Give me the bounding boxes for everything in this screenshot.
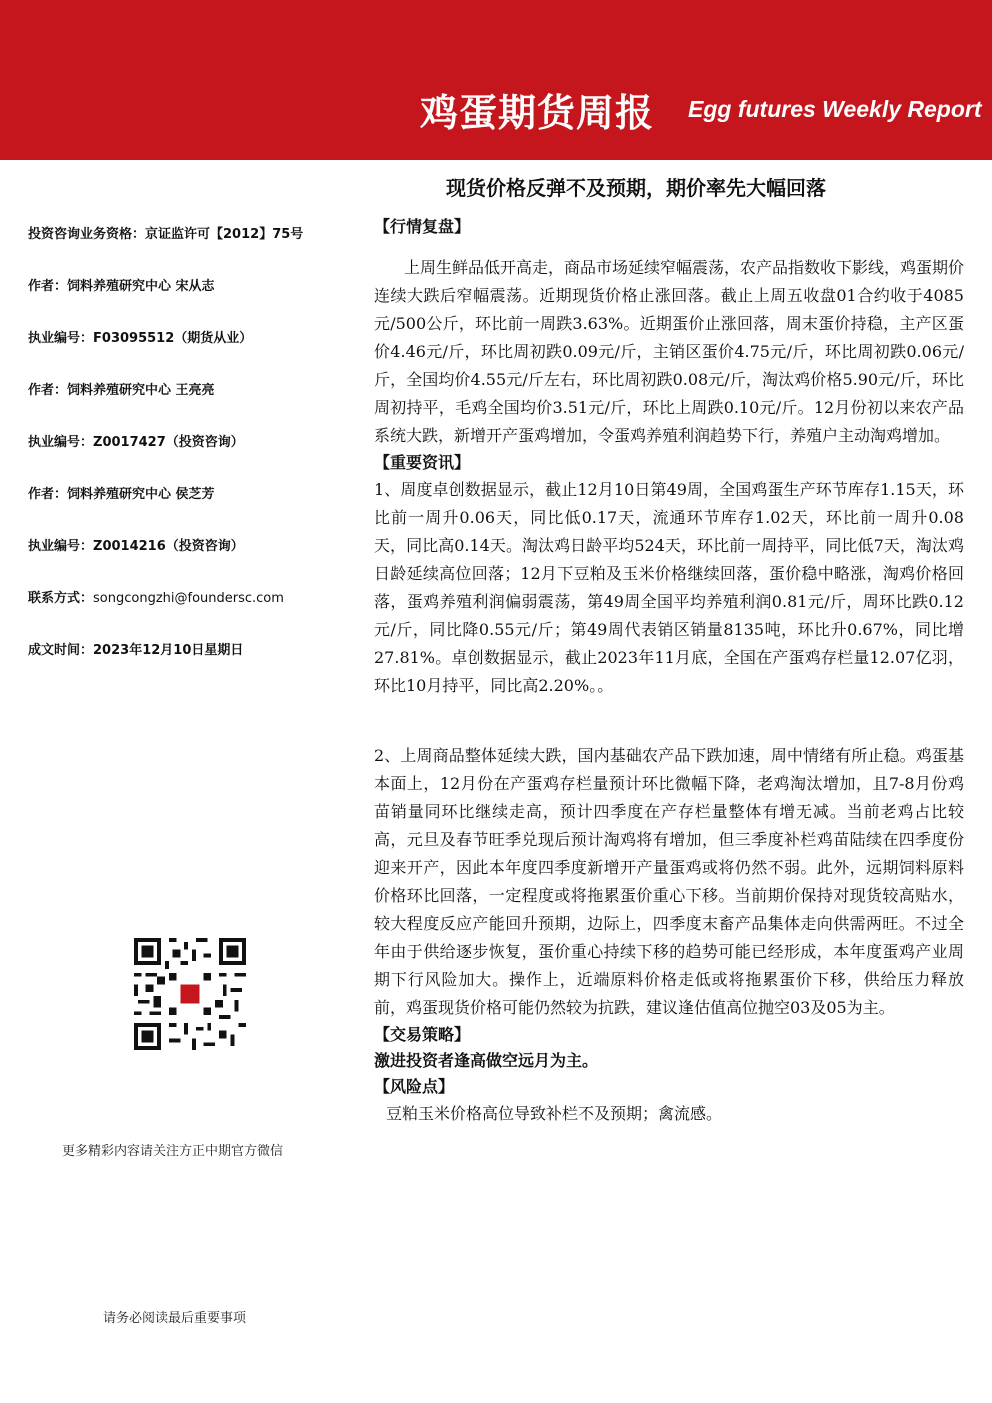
market-review-text: 上周生鲜品低开高走，商品市场延续窄幅震荡，农产品指数收下影线，鸡蛋期价连续大跌后窄幅震荡。近期现货价格止涨回落。截止上周五收盘01合约收于4085元/500公斤，环比前一周跌3.63%。近期蛋价止涨回落，周末蛋价持稳，主产区蛋价4.46元/斤，环比周初跌0.09元/斤，主销区蛋价4.75元/斤，环比周初跌0.06元/斤，全国均价4.55元/斤左右，环比周初跌0.08元/斤，淘汰鸡价格5.90元/斤，环比周初持平，毛鸡全国均价3.51元/斤，环比上周跌0.10元/斤。12月份初以来农产品系统大跌，新增开产蛋鸡增加，令蛋鸡养殖利润趋势下行，养殖户主动淘鸡增加。 <box>374 258 965 445</box>
meta-date: 成文时间：2023年12月10日星期日 <box>28 643 244 658</box>
contact-email[interactable]: songcongzhi@foundersc.com <box>93 591 284 606</box>
meta-author-2: 作者：饲料养殖研究中心 王亮亮 <box>28 383 215 398</box>
report-body <box>374 214 964 1128</box>
meta-license-3: 执业编号：Z0014216（投资咨询） <box>28 539 244 554</box>
meta-author-3: 作者：饲料养殖研究中心 侯芝芳 <box>28 487 215 502</box>
meta-contact: 联系方式：songcongzhi@foundersc.com <box>28 591 284 606</box>
meta-license-1: 执业编号：F03095512（期货从业） <box>28 331 253 346</box>
disclaimer-note: 请务必阅读最后重要事项 <box>103 1311 247 1326</box>
header-banner <box>0 0 992 160</box>
report-title-cn: 鸡蛋期货周报 <box>420 91 655 135</box>
meta-license-2: 执业编号：Z0017427（投资咨询） <box>28 435 244 450</box>
page-headline: 现货价格反弹不及预期，期价率先大幅回落 <box>446 176 826 200</box>
strategy-text: 激进投资者逢高做空远月为主。 <box>374 1051 599 1070</box>
qr-caption: 更多精彩内容请关注方正中期官方微信 <box>62 1144 284 1159</box>
risk-text: 豆粕玉米价格高位导致补栏不及预期；禽流感。 <box>386 1104 723 1123</box>
meta-qualification: 投资咨询业务资格：京证监许可【2012】75号 <box>28 227 304 242</box>
news-paragraph-1: 1、周度卓创数据显示，截止12月10日第49周，全国鸡蛋生产环节库存1.15天，环比前一周升0.06天，同比低0.17天，流通环节库存1.02天，环比前一周升0.08天，同比高0.14天。淘汰鸡日龄平均524天，环比前一周持平，同比低7天，淘汰鸡日龄延续高位回落；12月下豆粕及玉米价格继续回落，蛋价稳中略涨，淘鸡价格回落，蛋鸡养殖利润偏弱震荡，第49周全国平均养殖利润0.81元/斤，周环比跌0.12元/斤，同比降0.55元/斤；第49周代表销区销量8135吨，环比升0.67%，同比增27.81%。卓创数据显示，截止2023年11月底，全国在产蛋鸡存栏量12.07亿羽，环比10月持平，同比高2.20%。。 <box>374 480 964 695</box>
section-heading-market-review: 【行情复盘】 <box>374 217 471 236</box>
news-paragraph-2: 2、上周商品整体延续大跌，国内基础农产品下跌加速，周中情绪有所止稳。鸡蛋基本面上，12月份在产蛋鸡存栏量预计环比微幅下降，老鸡淘汰增加，且7-8月份鸡苗销量同环比继续走高，预计四季度在产存栏量整体有增无减。当前老鸡占比较高，元旦及春节旺季兑现后预计淘鸡将有增加，但三季度补栏鸡苗陆续在四季度份迎来开产，因此本年度四季度新增开产量蛋鸡或将仍然不弱。此外，远期饲料原料价格环比回落，一定程度或将拖累蛋价重心下移。当前期价保持对现货较高贴水，较大程度反应产能回升预期，边际上，四季度末畜产品集体走向供需两旺。不过全年由于供给逐步恢复，蛋价重心持续下移的趋势可能已经形成，本年度蛋鸡产业周期下行风险加大。操作上，近端原料价格走低或将拖累蛋价下移，供给压力释放前，鸡蛋现货价格可能仍然较为抗跌，建议逢估值高位抛空03及05为主。 <box>374 746 964 1017</box>
author-sidebar <box>28 226 358 694</box>
section-heading-strategy: 【交易策略】 <box>374 1025 471 1044</box>
section-heading-risk: 【风险点】 <box>374 1077 455 1096</box>
section-heading-news: 【重要资讯】 <box>374 453 471 472</box>
report-title-en: Egg futures Weekly Report <box>688 96 982 122</box>
meta-author-1: 作者：饲料养殖研究中心 宋从志 <box>28 279 215 294</box>
wechat-qr-code-icon <box>134 938 246 1050</box>
